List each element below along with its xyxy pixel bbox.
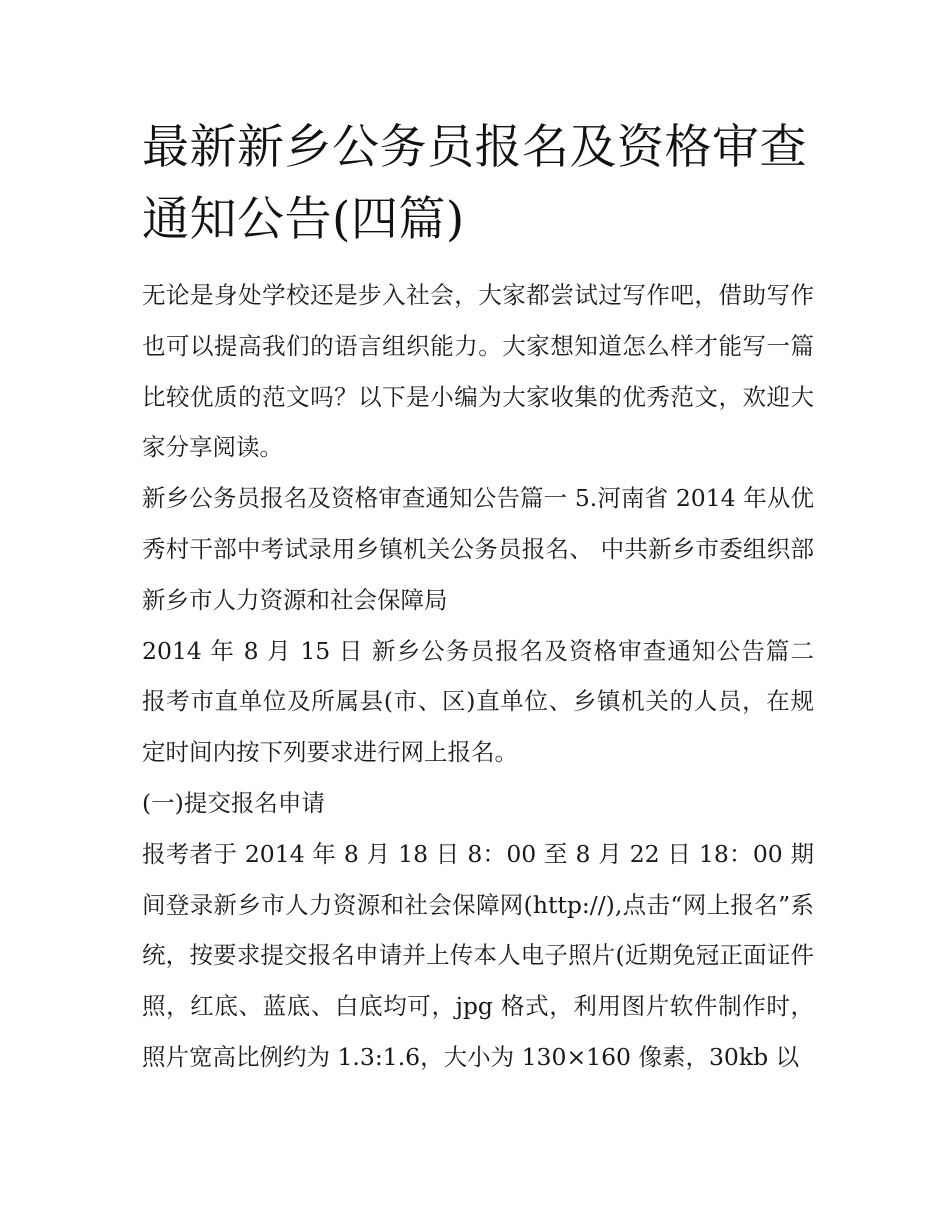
paragraph-intro: 无论是身处学校还是步入社会，大家都尝试过写作吧，借助写作也可以提高我们的语言组织能力。大家想知道怎么样才能写一篇比较优质的范文吗？以下是小编为大家收集的优秀范文，欢迎大家分享阅读。 (142, 281, 814, 462)
paragraph-registration-details: 报考者于 2014 年 8 月 18 日 8：00 至 8 月 22 日 18：00 期间登录新乡市人力资源和社会保障网(http://),点击“网上报名”系统，按要求提交报名申请并上传本人电子照片(近期免冠正面证件照，红底、蓝底、白底均可，jpg 格式，利用图片软件制作时，照片宽高比例约为 1.3:1.6，大小为 130×160 像素，30kb 以 (142, 839, 814, 1071)
paragraph-heading-submit: (一)提交报名申请 (142, 788, 325, 817)
paragraph-part-one: 新乡公务员报名及资格审查通知公告篇一 5.河南省 2014 年从优秀村干部中考试录用乡镇机关公务员报名、 中共新乡市委组织部 新乡市人力资源和社会保障局 (142, 484, 814, 614)
document-page (142, 112, 814, 1083)
paragraph-part-two: 2014 年 8 月 15 日 新乡公务员报名及资格审查通知公告篇二 报考市直单位及所属县(市、区)直单位、乡镇机关的人员，在规定时间内按下列要求进行网上报名。 (142, 636, 814, 767)
document-title: 最新新乡公务员报名及资格审查通知公告(四篇) (142, 120, 807, 247)
